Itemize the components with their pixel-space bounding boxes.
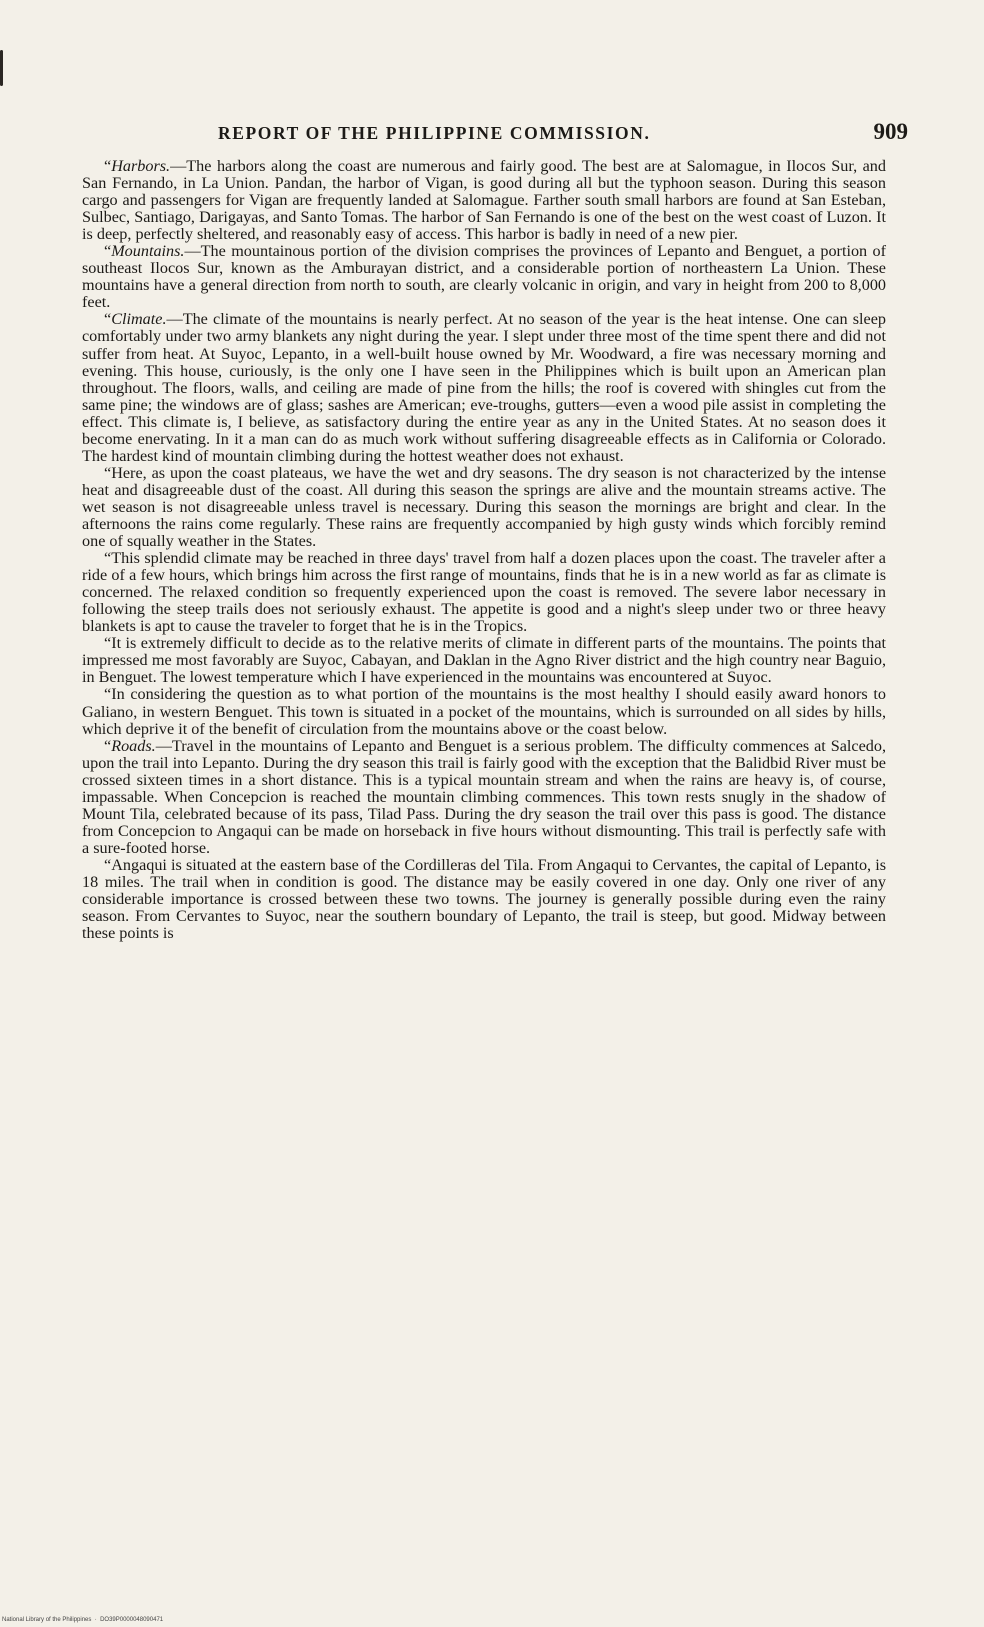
paragraph-seasons: “Here, as upon the coast plateaus, we have the wet and dry seasons. The dry season is not characterized by the intense heat and disagreeable dust of the coast. All during this season the springs are alive and the mountain streams active. The wet season is not disagreeable unless travel is necessary. During this season the mornings are bright and clear. In the afternoons the rains come regularly. These rains are frequently accompanied by high gusty winds which forcibly remind one of squally weather in the States. (82, 463, 886, 551)
paragraph-healthy: “In considering the question as to what portion of the mountains is the most healthy I should easily award honors to Galiano, in western Benguet. This town is situated in a pocket of the mountains, which is surrounded on all sides by hills, which deprive it of the benefit of circulation from the mountains above or the coast below. (82, 685, 886, 738)
paragraph-travel: “This splendid climate may be reached in three days' travel from half a dozen places upon the coast. The traveler after a ride of a few hours, which brings him across the first range of mountains, finds that he is in a new world as far as climate is concerned. The relaxed condition so frequently experienced upon the coast is removed. The severe labor necessary in following the steep trails does not seriously exhaust. The appetite is good and a night's sleep under two or three heavy blankets is apt to cause the traveler to forget that he is in the Tropics. (82, 549, 886, 636)
paragraph-lead: Climate. (111, 310, 167, 329)
running-head: REPORT OF THE PHILIPPINE COMMISSION. (218, 123, 651, 143)
paragraph-mountains: “Mountains.—The mountainous portion of the division comprises the provinces of Lepanto and Benguet, a portion of southeast Ilocos Sur, known as the Amburayan district, and a considerable portion of northeastern La Union. These mountains have a general direction from north to south, are clearly volcanic in origin, and vary in height from 200 to 8,000 feet. (82, 242, 886, 312)
document-code: DO39P0000048090471 (100, 1617, 164, 1623)
binding-mark (0, 50, 3, 86)
paragraph-text: —The climate of the mountains is nearly perfect. At no season of the year is the heat intense. One can sleep comfortably under two army blankets any night during the year. I slept under three most of the time spent there and did not suffer from heat. At Suyoc, Lepanto, in a well-built house owned by Mr. Woodward, a fire was necessary morning and evening. This house, curiously, is the only one I have seen in the Philippines which is built upon an American plan throughout. The floors, walls, and ceiling are made of pine from the hills; the roof is covered with shingles cut from the same pine; the windows are of glass; sashes are American; eve-troughs, gutters—even a wood pile assist in completing the effect. This climate is, I believe, as satisfactory during the entire year as any in the United States. At no season does it become enervating. In it a man can do as much work without suffering disagreeable effects as in California or Colorado. The hardest kind of mountain climbing during the hottest weather does not exhaust. (82, 310, 886, 465)
paragraph-climate: “Climate.—The climate of the mountains is nearly perfect. At no season of the year is the heat intense. One can sleep comfortably under two army blankets any night during the year. I slept under three most of the time spent there and did not suffer from heat. At Suyoc, Lepanto, in a well-built house owned by Mr. Woodward, a fire was necessary morning and evening. This house, curiously, is the only one I have seen in the Philippines which is built upon an American plan throughout. The floors, walls, and ceiling are made of pine from the hills; the roof is covered with shingles cut from the same pine; the windows are of glass; sashes are American; eve-troughs, gutters—even a wood pile assist in completing the effect. This climate is, I believe, as satisfactory during the entire year as any in the United States. At no season does it become enervating. In it a man can do as much work without suffering disagreeable effects as in California or Colorado. The hardest kind of mountain climbing during the hottest weather does not exhaust. (82, 310, 886, 465)
paragraph-harbors: “Harbors.—The harbors along the coast are numerous and fairly good. The best are at Salomague, in Ilocos Sur, and San Fernando, in La Union. Pandan, the harbor of Vigan, is good during all but the typhoon season. During this season cargo and passengers for Vigan are frequently landed at Salomague. Farther south small harbors are found at San Esteban, Sulbec, Santiago, Darigayas, and Santo Tomas. The harbor of San Fernando is one of the best on the west coast of Luzon. It is deep, perfectly sheltered, and reasonably easy of access. This harbor is badly in need of a new pier. (82, 157, 886, 244)
paragraph-text: In considering the question as to what portion of the mountains is the most healthy I should easily award honors to Galiano, in western Benguet. This town is situated in a pocket of the mountains, which is surrounded on all sides by hills, which deprive it of the benefit of circulation from the mountains above or the coast below. (82, 685, 886, 738)
paragraph-angaqui: “Angaqui is situated at the eastern base of the Cordilleras del Tila. From Angaqui to Cervantes, the capital of Lepanto, is 18 miles. The trail when in condition is good. The distance may be easily covered in one day. Only one river of any considerable importance is crossed between these two towns. The journey is generally possible during even the rainy season. From Cervantes to Suyoc, near the southern boundary of Lepanto, the trail is steep, but good. Midway between these points is (82, 855, 886, 943)
paragraph-lead: Harbors. (111, 157, 171, 175)
scan-footer: National Library of the Philippines · DO39P0000048090471 (2, 1617, 164, 1623)
page-number: 909 (873, 119, 908, 144)
body-text (82, 158, 886, 942)
paragraph-lead: Mountains. (111, 242, 185, 261)
paragraph-text: This splendid climate may be reached in three days' travel from half a dozen places upon the coast. The traveler after a ride of a few hours, which brings him across the first range of mountains, finds that he is in a new world as far as climate is concerned. The relaxed condition so frequently experienced upon the coast is removed. The severe labor necessary in following the steep trails does not seriously exhaust. The appetite is good and a night's sleep under two or three heavy blankets is apt to cause the traveler to forget that he is in the Tropics. (82, 549, 886, 636)
paragraph-text: It is extremely difficult to decide as to the relative merits of climate in different parts of the mountains. The points that impressed me most favorably are Suyoc, Cabayan, and Daklan in the Agno River district and the high country near Baguio, in Benguet. The lowest temperature which I have experienced in the mountains was encountered at Suyoc. (82, 634, 886, 687)
paragraph-text: —The harbors along the coast are numerous and fairly good. The best are at Salomague, in Ilocos Sur, and San Fernando, in La Union. Pandan, the harbor of Vigan, is good during all but the typhoon season. During this season cargo and passengers for Vigan are frequently landed at Salomague. Farther south small harbors are found at San Esteban, Sulbec, Santiago, Darigayas, and Santo Tomas. The harbor of San Fernando is one of the best on the west coast of Luzon. It is deep, perfectly sheltered, and reasonably easy of access. This harbor is badly in need of a new pier. (82, 157, 886, 244)
paragraph-merits: “It is extremely difficult to decide as to the relative merits of climate in different parts of the mountains. The points that impressed me most favorably are Suyoc, Cabayan, and Daklan in the Agno River district and the high country near Baguio, in Benguet. The lowest temperature which I have experienced in the mountains was encountered at Suyoc. (82, 634, 886, 687)
paragraph-lead: Roads. (111, 736, 156, 755)
paragraph-text: —Travel in the mountains of Lepanto and Benguet is a serious problem. The difficulty commences at Salcedo, upon the trail into Lepanto. During the dry season this trail is fairly good with the exception that the Balidbid River must be crossed sixteen times in a short distance. This is a typical mountain stream and when the rains are heavy is, of course, impassable. When Concepcion is reached the mountain climbing commences. This town rests snugly in the shadow of Mount Tila, celebrated because of its pass, Tilad Pass. During the dry season the trail over this pass is good. The distance from Concepcion to Angaqui can be made on horseback in five hours without dismounting. This trail is perfectly safe with a sure-footed horse. (82, 736, 886, 857)
paragraph-text: Angaqui is situated at the eastern base of the Cordilleras del Tila. From Angaqui to Cervantes, the capital of Lepanto, is 18 miles. The trail when in condition is good. The distance may be easily covered in one day. Only one river of any considerable importance is crossed between these two towns. The journey is generally possible during even the rainy season. From Cervantes to Suyoc, near the southern boundary of Lepanto, the trail is steep, but good. Midway between these points is (82, 855, 886, 943)
paragraph-text: Here, as upon the coast plateaus, we have the wet and dry seasons. The dry season is not characterized by the intense heat and disagreeable dust of the coast. All during this season the springs are alive and the mountain streams active. The wet season is not disagreeable unless travel is necessary. During this season the mornings are bright and clear. In the afternoons the rains come regularly. These rains are frequently accompanied by high gusty winds which forcibly remind one of squally weather in the States. (82, 463, 886, 551)
paragraph-text: —The mountainous portion of the division comprises the provinces of Lepanto and Benguet, a portion of southeast Ilocos Sur, known as the Amburayan district, and a considerable portion of northeastern La Union. These mountains have a general direction from north to south, are clearly volcanic in origin, and vary in height from 200 to 8,000 feet. (82, 242, 886, 312)
library-credit: National Library of the Philippines (2, 1617, 92, 1623)
page-header (218, 119, 908, 147)
paragraph-roads: “Roads.—Travel in the mountains of Lepanto and Benguet is a serious problem. The difficulty commences at Salcedo, upon the trail into Lepanto. During the dry season this trail is fairly good with the exception that the Balidbid River must be crossed sixteen times in a short distance. This is a typical mountain stream and when the rains are heavy is, of course, impassable. When Concepcion is reached the mountain climbing commences. This town rests snugly in the shadow of Mount Tila, celebrated because of its pass, Tilad Pass. During the dry season the trail over this pass is good. The distance from Concepcion to Angaqui can be made on horseback in five hours without dismounting. This trail is perfectly safe with a sure-footed horse. (82, 736, 886, 857)
